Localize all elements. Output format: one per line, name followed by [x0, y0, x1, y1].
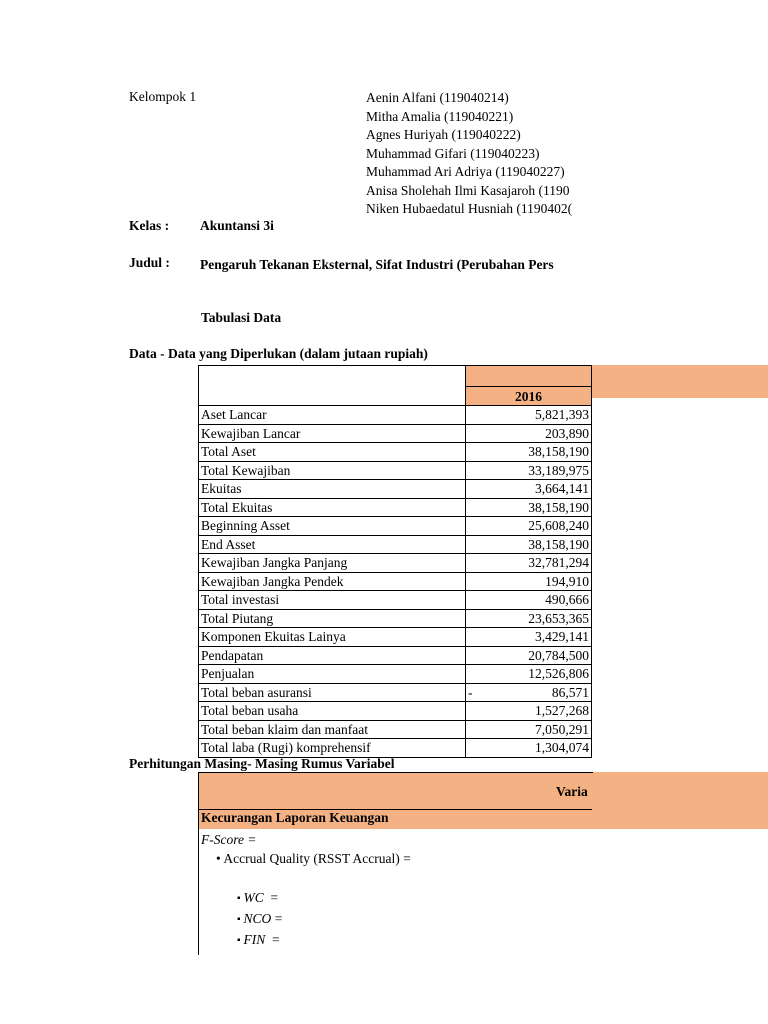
- nco-eq: =: [271, 911, 283, 926]
- row-value: [466, 535, 592, 554]
- row-value: [466, 554, 592, 573]
- row-label: Ekuitas: [199, 480, 466, 499]
- row-amount: 86,571: [551, 684, 589, 700]
- section-title: Kecurangan Laporan Keuangan: [201, 810, 389, 825]
- table-row: [199, 406, 592, 425]
- judul-value: Pengaruh Tekanan Eksternal, Sifat Industri (Perubahan Pers: [200, 257, 554, 272]
- square-bullet-icon: ▪: [237, 935, 241, 946]
- row-label: Kewajiban Lancar: [199, 424, 466, 443]
- row-amount: 38,158,190: [528, 499, 589, 515]
- row-label: Komponen Ekuitas Lainya: [199, 628, 466, 647]
- row-amount: 25,608,240: [528, 518, 589, 534]
- table-year-row: [199, 387, 592, 406]
- row-label: Pendapatan: [199, 646, 466, 665]
- row-label: Kewajiban Jangka Panjang: [199, 554, 466, 573]
- row-value: [466, 517, 592, 536]
- data-table: [198, 365, 592, 758]
- table-row: [199, 609, 592, 628]
- row-amount: 194,910: [545, 573, 589, 589]
- row-amount: 20,784,500: [528, 647, 589, 663]
- row-value: [466, 646, 592, 665]
- row-amount: 1,527,268: [535, 703, 589, 719]
- member-list: [366, 89, 592, 219]
- row-label: Total Piutang: [199, 609, 466, 628]
- row-value: [466, 498, 592, 517]
- member-item: Muhammad Gifari (119040223): [366, 145, 540, 161]
- member-item: Anisa Sholehah Ilmi Kasajaroh (1190: [366, 182, 570, 198]
- table-row: [199, 517, 592, 536]
- square-bullet-icon: ▪: [237, 893, 241, 904]
- row-amount: 38,158,190: [528, 444, 589, 460]
- row-value: [466, 480, 592, 499]
- row-value: [466, 609, 592, 628]
- nco-var: NCO: [243, 911, 272, 926]
- row-label: Penjualan: [199, 665, 466, 684]
- row-value: [466, 683, 592, 702]
- member-item: Mitha Amalia (119040221): [366, 108, 514, 124]
- row-label: Total beban usaha: [199, 702, 466, 721]
- row-amount: 3,664,141: [535, 481, 589, 497]
- bullet-icon: •: [216, 851, 221, 866]
- row-amount: 38,158,190: [528, 536, 589, 552]
- row-amount: 1,304,074: [535, 740, 589, 756]
- row-amount: 3,429,141: [535, 629, 589, 645]
- member-item: Niken Hubaedatul Husniah (1190402(: [366, 201, 573, 216]
- row-label: Total Kewajiban: [199, 461, 466, 480]
- row-value: [466, 406, 592, 425]
- kelompok-label: Kelompok 1: [129, 89, 197, 104]
- table-row: [199, 702, 592, 721]
- fin-line: [237, 932, 280, 948]
- table-row: [199, 591, 592, 610]
- row-label: End Asset: [199, 535, 466, 554]
- table-row: [199, 683, 592, 702]
- fscore-label: F-Score =: [201, 832, 257, 847]
- perhitungan-title: Perhitungan Masing- Masing Rumus Variabel: [129, 756, 395, 771]
- row-label: Total investasi: [199, 591, 466, 610]
- row-amount: 32,781,294: [528, 555, 589, 571]
- row-amount: 490,666: [545, 592, 589, 608]
- table-corner-cell: [199, 366, 466, 387]
- kelas-value: Akuntansi 3i: [200, 218, 274, 233]
- row-amount: 23,653,365: [528, 610, 589, 626]
- row-label: Beginning Asset: [199, 517, 466, 536]
- row-prefix: -: [468, 684, 473, 700]
- table-row: [199, 480, 592, 499]
- data-caption: Data - Data yang Diperlukan (dalam jutaan rupiah): [129, 346, 428, 361]
- row-label: Total beban asuransi: [199, 683, 466, 702]
- table-row: [199, 498, 592, 517]
- row-value: [466, 572, 592, 591]
- year-header: 2016: [466, 387, 592, 406]
- row-value: [466, 665, 592, 684]
- row-value: [466, 628, 592, 647]
- row-value: [466, 591, 592, 610]
- member-item: Agnes Huriyah (119040222): [366, 127, 521, 142]
- row-amount: 33,189,975: [528, 462, 589, 478]
- row-amount: 203,890: [545, 425, 589, 441]
- tabulasi-title: Tabulasi Data: [201, 310, 282, 325]
- row-label: Aset Lancar: [199, 406, 466, 425]
- wc-eq: =: [263, 890, 279, 905]
- member-item: Muhammad Ari Adriya (119040227): [366, 164, 565, 179]
- wc-line: [237, 890, 278, 906]
- table-row: [199, 665, 592, 684]
- kelas-label: Kelas :: [129, 218, 170, 233]
- fin-eq: =: [265, 932, 280, 947]
- member-item: Aenin Alfani (119040214): [366, 90, 509, 105]
- table-row: [199, 443, 592, 462]
- row-label: Total Ekuitas: [199, 498, 466, 517]
- table-row: [199, 720, 592, 739]
- row-value: [466, 424, 592, 443]
- row-value: [466, 461, 592, 480]
- row-amount: 12,526,806: [528, 666, 589, 682]
- table-row: [199, 572, 592, 591]
- table-row: [199, 554, 592, 573]
- table-row: [199, 461, 592, 480]
- accrual-label: Accrual Quality (RSST Accrual) =: [223, 851, 411, 866]
- row-amount: 7,050,291: [535, 721, 589, 737]
- judul-label: Judul :: [129, 255, 170, 270]
- wc-var: WC: [243, 890, 264, 905]
- row-label: Total beban klaim dan manfaat: [199, 720, 466, 739]
- square-bullet-icon: ▪: [237, 914, 241, 925]
- row-label: Kewajiban Jangka Pendek: [199, 572, 466, 591]
- table-row: [199, 628, 592, 647]
- row-label: Total laba (Rugi) komprehensif: [199, 739, 466, 758]
- accrual-line: [216, 851, 411, 867]
- table-corner-cell: [199, 387, 466, 406]
- row-value: [466, 739, 592, 758]
- fin-var: FIN: [243, 932, 266, 947]
- table-band-cell: [466, 366, 592, 387]
- table-row: [199, 739, 592, 758]
- table-row: [199, 535, 592, 554]
- variabel-header: Varia: [556, 784, 588, 799]
- nco-line: [237, 911, 282, 927]
- row-value: [466, 720, 592, 739]
- table-top-row: [199, 366, 592, 387]
- table-row: [199, 424, 592, 443]
- row-label: Total Aset: [199, 443, 466, 462]
- row-amount: 5,821,393: [535, 407, 589, 423]
- row-value: [466, 702, 592, 721]
- row-value: [466, 443, 592, 462]
- table-row: [199, 646, 592, 665]
